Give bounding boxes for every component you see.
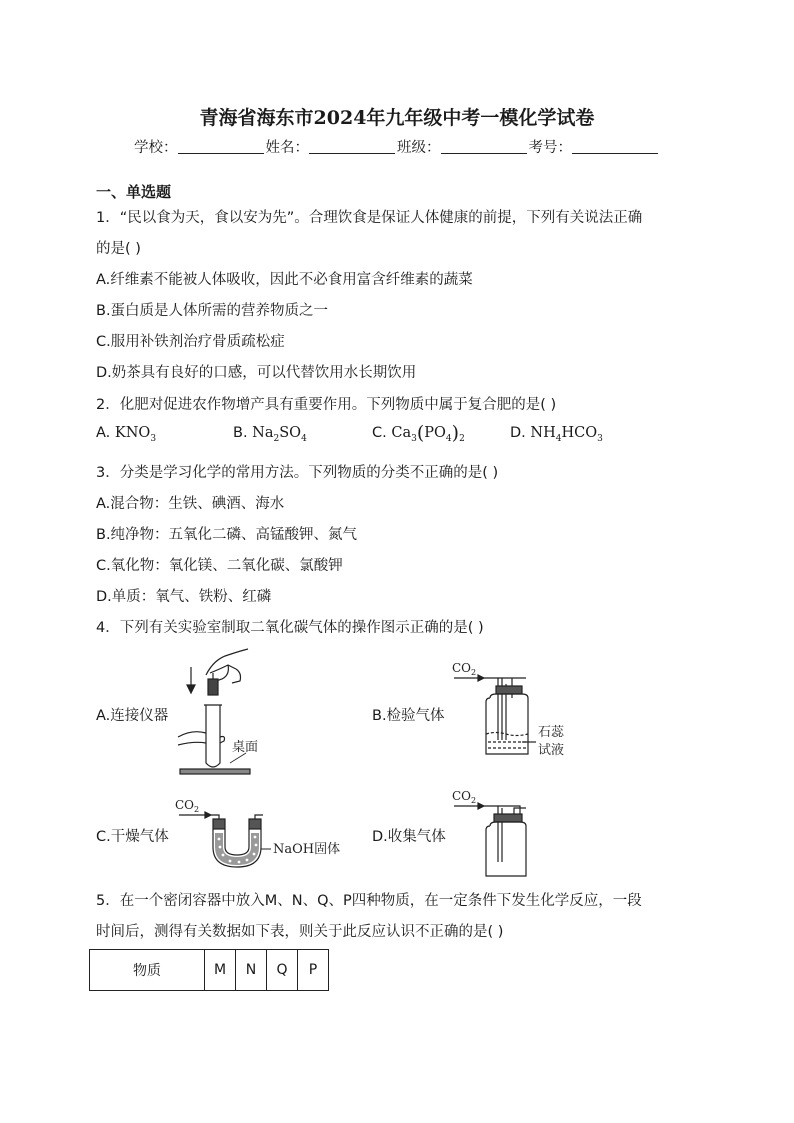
q5-data-table bbox=[89, 949, 329, 991]
naoh-label: NaOH固体 bbox=[273, 842, 341, 857]
number-blank[interactable] bbox=[572, 139, 658, 154]
q4-option-c[interactable]: C.干燥气体 bbox=[96, 829, 169, 845]
student-info-line bbox=[0, 136, 794, 157]
q2-option-a[interactable]: A. $KNO_3$ bbox=[96, 425, 157, 444]
table-header-q: Q bbox=[267, 950, 298, 991]
q3-option-a[interactable]: A.混合物：生铁、碘酒、海水 bbox=[96, 496, 285, 512]
q1-stem-line2: 的是( ) bbox=[96, 241, 141, 257]
number-label: 考号： bbox=[528, 140, 572, 156]
class-label: 班级： bbox=[397, 140, 441, 156]
figure-connect-apparatus bbox=[170, 645, 280, 780]
q1-option-c[interactable]: C.服用补铁剂治疗骨质疏松症 bbox=[96, 334, 285, 350]
q2-option-c[interactable]: C. $Ca_3(PO_4)_2$ bbox=[372, 422, 465, 444]
table-header-substance: 物质 bbox=[90, 950, 205, 991]
name-label: 姓名： bbox=[265, 140, 309, 156]
q3-option-b[interactable]: B.纯净物：五氧化二磷、高锰酸钾、氮气 bbox=[96, 527, 358, 543]
figure-collect-gas bbox=[450, 786, 540, 878]
svg-text:CO2: $CO_2$ bbox=[452, 789, 477, 805]
q5-stem-line1: 5．在一个密闭容器中放入M、N、Q、P四种物质，在一定条件下发生化学反应，一段 bbox=[96, 893, 642, 909]
q3-option-d[interactable]: D.单质：氧气、铁粉、红磷 bbox=[96, 589, 272, 605]
figure-dry-gas bbox=[175, 795, 350, 870]
q4-option-d[interactable]: D.收集气体 bbox=[372, 829, 446, 845]
q1-stem-line1: 1．“民以食为天，食以安为先”。合理饮食是保证人体健康的前提，下列有关说法正确 bbox=[96, 210, 643, 226]
q4-option-b[interactable]: B.检验气体 bbox=[372, 708, 445, 724]
q4-stem: 4．下列有关实验室制取二氧化碳气体的操作图示正确的是( ) bbox=[96, 620, 484, 636]
q2-option-d[interactable]: D. $NH_4HCO_3$ bbox=[510, 425, 603, 444]
section-heading: 一、单选题 bbox=[96, 183, 172, 201]
table-header-n: N bbox=[236, 950, 267, 991]
figure-test-gas bbox=[450, 658, 580, 768]
litmus-label-1: 石蕊 bbox=[538, 725, 565, 740]
litmus-label-2: 试液 bbox=[538, 743, 565, 758]
school-label: 学校： bbox=[134, 140, 178, 156]
svg-text:CO2: $CO_2$ bbox=[175, 798, 200, 814]
q1-option-b[interactable]: B.蛋白质是人体所需的营养物质之一 bbox=[96, 303, 329, 319]
table-header-p: P bbox=[298, 950, 329, 991]
name-blank[interactable] bbox=[309, 139, 395, 154]
q1-option-a[interactable]: A.纤维素不能被人体吸收，因此不必食用富含纤维素的蔬菜 bbox=[96, 272, 473, 288]
table-header-m: M bbox=[205, 950, 236, 991]
class-blank[interactable] bbox=[441, 139, 527, 154]
q4-option-a[interactable]: A.连接仪器 bbox=[96, 708, 169, 724]
school-blank[interactable] bbox=[178, 139, 264, 154]
desk-label: 桌面 bbox=[232, 740, 259, 755]
svg-text:CO2: $CO_2$ bbox=[452, 661, 477, 677]
q3-option-c[interactable]: C.氧化物：氧化镁、二氧化碳、氯酸钾 bbox=[96, 558, 343, 574]
exam-title: 青海省海东市2024年九年级中考一模化学试卷 bbox=[199, 107, 595, 129]
table-row bbox=[90, 950, 329, 991]
q2-stem: 2．化肥对促进农作物增产具有重要作用。下列物质中属于复合肥的是( ) bbox=[96, 397, 557, 413]
q2-option-b[interactable]: B. $Na_2SO_4$ bbox=[233, 425, 307, 444]
q5-stem-line2: 时间后，测得有关数据如下表，则关于此反应认识不正确的是( ) bbox=[96, 924, 504, 940]
q1-option-d[interactable]: D.奶茶具有良好的口感，可以代替饮用水长期饮用 bbox=[96, 365, 417, 381]
q3-stem: 3．分类是学习化学的常用方法。下列物质的分类不正确的是( ) bbox=[96, 465, 499, 481]
